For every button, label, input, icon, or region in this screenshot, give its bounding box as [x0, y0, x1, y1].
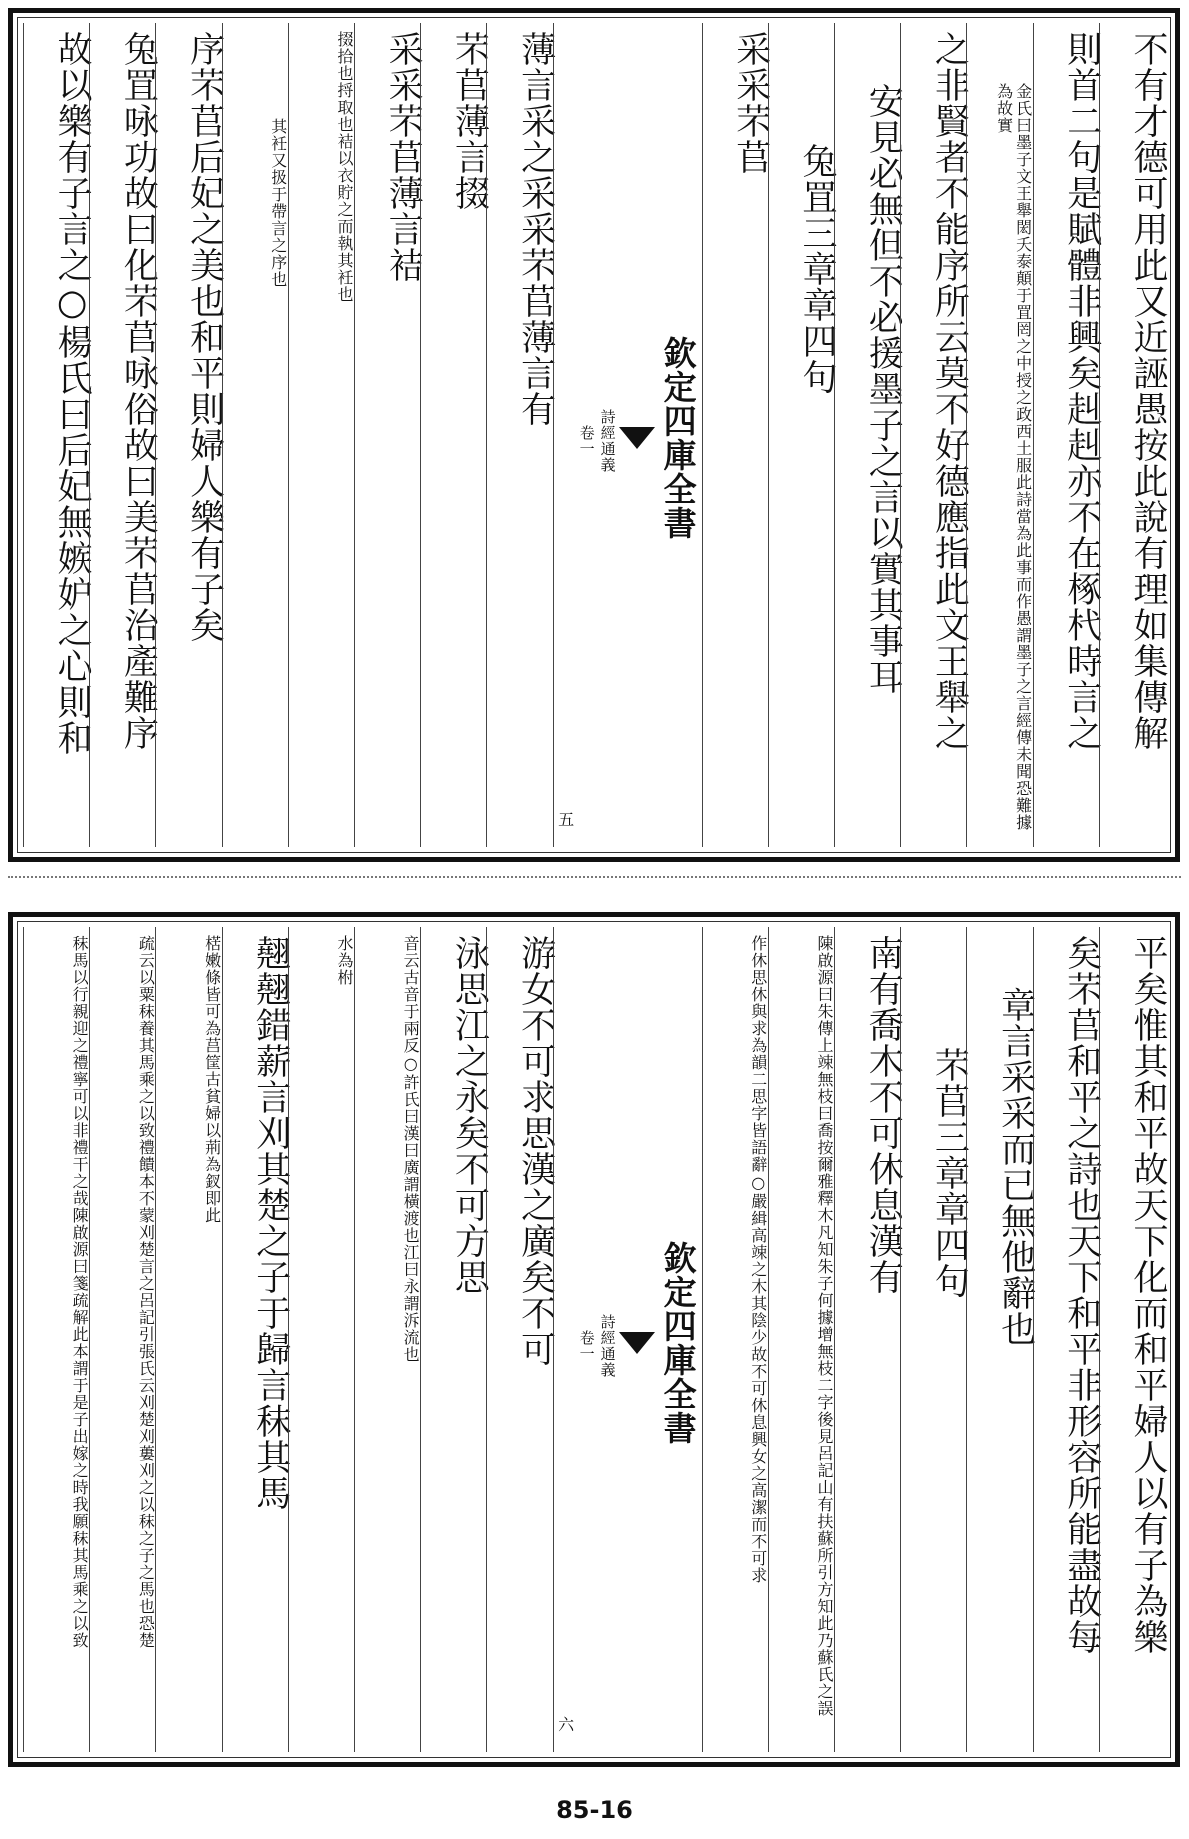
text-column: 芣苢薄言掇 [420, 23, 486, 847]
commentary-column: 水為柎 [288, 927, 354, 1752]
commentary-column: 疏云以粟秣養其馬乘之以致禮饋本不蒙刈楚言之呂記引張氏云刈楚刈蔞刈之以秣之子之馬也恐楚 [89, 927, 155, 1752]
text-column: 采采芣苢 [702, 23, 768, 847]
book-title: 欽定四庫全書 [658, 1240, 698, 1445]
text-column: 翹翹錯薪言刈其楚之子于歸言秣其馬 [222, 927, 288, 1752]
book-subtitle: 詩經通義 [598, 1313, 617, 1378]
text-column: 之非賢者不能序所云莫不好德應指此文王舉之 [900, 23, 966, 847]
commentary-column: 其衽又扱于帶言之序也 [222, 23, 288, 847]
folio-number: 六 [555, 1716, 575, 1732]
book-page-upper [8, 8, 1180, 862]
book-page-lower [8, 912, 1180, 1767]
fish-tail-icon [619, 427, 655, 449]
page-number: 85-16 [556, 1796, 633, 1824]
text-columns [23, 927, 1168, 1752]
text-column: 章言采采而已無他辭也 [966, 927, 1032, 1752]
book-subtitle: 詩經通義 [598, 409, 617, 473]
commentary-column: 陳啟源曰朱傳上竦無枝曰喬按爾雅釋木凡知朱子何據增無枝二字後見呂記山有扶蘇所引方知此乃蘇氏之誤 [768, 927, 834, 1752]
text-column: 則首二句是賦體非興矣赳赳亦不在椓杙時言之 [1033, 23, 1099, 847]
commentary-column: 楛嫩條皆可為莒筐古貧婦以荊為釵即此 [155, 927, 221, 1752]
text-column: 不有才德可用此又近誣愚按此說有理如集傳解 [1099, 23, 1165, 847]
chapter-count-column: 兔罝三章章四句 [768, 23, 834, 847]
text-column: 采采芣苢薄言袺 [354, 23, 420, 847]
folio-number: 五 [555, 811, 575, 827]
text-columns [23, 23, 1168, 847]
commentary-column: 作休思休與求為韻二思字皆語辭○嚴緝高竦之木其陰少故不可休息興女之高潔而不可求 [702, 927, 768, 1752]
text-column: 故以樂有子言之○楊氏曰后妃無嫉妒之心則和 [23, 23, 89, 847]
text-column: 泳思江之永矣不可方思 [420, 927, 486, 1752]
volume-label: 卷一 [577, 425, 596, 457]
book-title: 欽定四庫全書 [658, 336, 698, 540]
commentary-column: 掇拾也捋取也袺以衣貯之而執其衽也 [288, 23, 354, 847]
page-divider [8, 876, 1181, 878]
commentary-column: 秣馬以行親迎之禮寧可以非禮干之哉陳啟源曰箋疏解此本謂于是子出嫁之時我願秣其馬乘之以致 [23, 927, 89, 1752]
text-column: 游女不可求思漢之廣矣不可 [486, 927, 552, 1752]
text-column: 平矣惟其和平故天下化而和平婦人以有子為樂 [1099, 927, 1165, 1752]
center-fold [553, 927, 702, 1752]
commentary-column: 金氏曰墨子文王舉閎夭泰顛于罝罔之中授之政西土服此詩當為此事而作愚謂墨子之言經傳未聞恐難據為故實 [966, 23, 1032, 847]
text-column: 安見必無但不必援墨子之言以實其事耳 [834, 23, 900, 847]
commentary-column: 音云古音于兩反○許氏曰漢曰廣謂橫渡也江曰永謂泝流也 [354, 927, 420, 1752]
text-column: 薄言采之采采芣苢薄言有 [486, 23, 552, 847]
chapter-count-column: 芣苢三章章四句 [900, 927, 966, 1752]
fish-tail-icon [619, 1332, 655, 1354]
volume-label: 卷一 [577, 1329, 596, 1362]
text-column: 南有喬木不可休息漢有 [834, 927, 900, 1752]
center-fold [553, 23, 702, 847]
text-column: 序芣苢后妃之美也和平則婦人樂有子矣 [155, 23, 221, 847]
text-column: 矣芣苢和平之詩也天下和平非形容所能盡故每 [1033, 927, 1099, 1752]
text-column: 兔罝咏功故曰化芣苢咏俗故曰美芣苢治產難序 [89, 23, 155, 847]
